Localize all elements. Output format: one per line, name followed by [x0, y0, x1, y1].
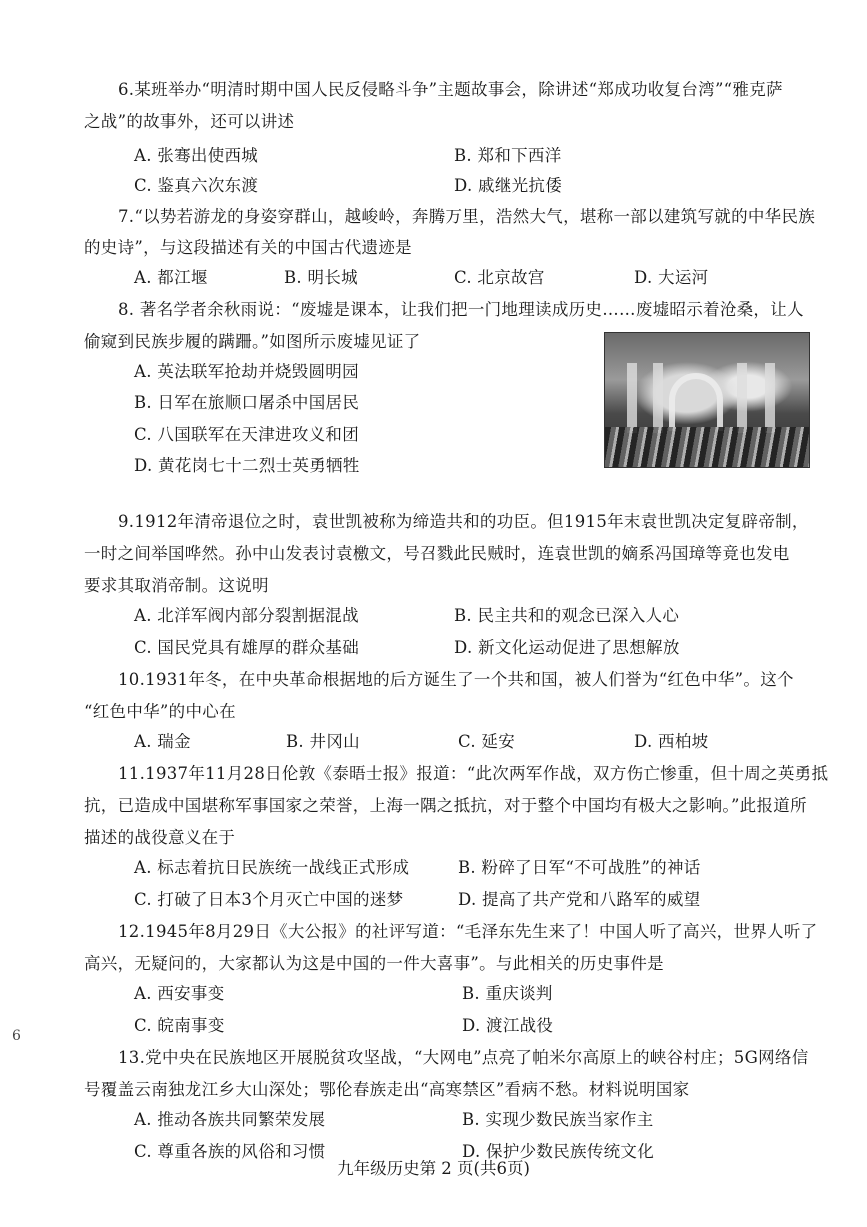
- q6-stem-line2: 之战”的故事外，还可以讲述: [84, 112, 295, 131]
- q8-option-d: D. 黄花岗七十二烈士英勇牺牲: [134, 456, 360, 475]
- q12-option-a: A. 西安事变: [134, 984, 225, 1003]
- q11-option-c: C. 打破了日本3个月灭亡中国的迷梦: [134, 890, 404, 909]
- q9-option-c: C. 国民党具有雄厚的群众基础: [134, 638, 360, 657]
- ruin-column: [627, 363, 637, 433]
- q12-stem-line2: 高兴，无疑问的，大家都认为这是中国的一件大喜事”。与此相关的历史事件是: [84, 954, 664, 973]
- q13-option-d: D. 保护少数民族传统文化: [462, 1142, 655, 1161]
- ruins-photo: [604, 332, 810, 468]
- q10-option-c: C. 延安: [458, 732, 516, 751]
- q7-option-b: B. 明长城: [284, 268, 358, 287]
- q9-stem-line1: 9.1912年清帝退位之时，袁世凯被称为缔造共和的功臣。但1915年末袁世凯决定复辟帝制，: [118, 512, 809, 531]
- q6-stem-line1: 6.某班举办“明清时期中国人民反侵略斗争”主题故事会，除讲述“郑成功收复台湾”“雅克萨: [118, 80, 783, 99]
- q11-option-d: D. 提高了共产党和八路军的威望: [458, 890, 701, 909]
- q8-stem-line2: 偷窥到民族步履的蹒跚。”如图所示废墟见证了: [84, 332, 421, 351]
- q13-option-b: B. 实现少数民族当家作主: [462, 1110, 654, 1129]
- ruin-column: [737, 363, 747, 433]
- q11-stem-line3: 描述的战役意义在于: [84, 828, 236, 847]
- q8-option-a: A. 英法联军抢劫并烧毁圆明园: [134, 362, 359, 381]
- q12-option-d: D. 渡江战役: [462, 1016, 554, 1035]
- q6-option-b: B. 郑和下西洋: [454, 146, 562, 165]
- q13-stem-line2: 号覆盖云南独龙江乡大山深处；鄂伦春族走出“高寒禁区”看病不愁。材料说明国家: [84, 1080, 690, 1099]
- q11-option-b: B. 粉碎了日军“不可战胜”的神话: [458, 858, 701, 877]
- q13-option-a: A. 推动各族共同繁荣发展: [134, 1110, 326, 1129]
- q7-stem-line2: 的史诗”，与这段描述有关的中国古代遗迹是: [84, 238, 412, 257]
- q9-stem-line3: 要求其取消帝制。这说明: [84, 576, 269, 595]
- q6-option-d: D. 戚继光抗倭: [454, 176, 563, 195]
- q12-option-c: C. 皖南事变: [134, 1016, 225, 1035]
- q10-stem-line1: 10.1931年冬，在中央革命根据地的后方诞生了一个共和国，被人们誉为“红色中华”。这个: [118, 670, 794, 689]
- ruin-column: [765, 363, 775, 433]
- q13-stem-line1: 13.党中央在民族地区开展脱贫攻坚战，“大网电”点亮了帕米尔高原上的峡谷村庄；5G网络信: [118, 1048, 809, 1067]
- q8-option-b: B. 日军在旅顺口屠杀中国居民: [134, 393, 360, 412]
- q9-option-d: D. 新文化运动促进了思想解放: [454, 638, 680, 657]
- q12-stem-line1: 12.1945年8月29日《大公报》的社评写道：“毛泽东先生来了！中国人听了高兴，世界人听了: [118, 922, 818, 941]
- q7-option-a: A. 都江堰: [134, 268, 208, 287]
- q10-stem-line2: “红色中华”的中心在: [84, 702, 236, 721]
- q7-option-d: D. 大运河: [634, 268, 709, 287]
- q6-option-c: C. 鉴真六次东渡: [134, 176, 259, 195]
- margin-mark: 6: [12, 1028, 21, 1044]
- q8-stem-line1: 8. 著名学者余秋雨说：“废墟是课本，让我们把一门地理读成历史……废墟昭示着沧桑，让人: [118, 300, 804, 319]
- ruin-column: [653, 363, 663, 433]
- q6-option-a: A. 张骞出使西城: [134, 146, 259, 165]
- q7-option-c: C. 北京故宫: [454, 268, 545, 287]
- q9-option-b: B. 民主共和的观念已深入人心: [454, 606, 680, 625]
- ruin-rubble: [605, 427, 809, 467]
- q13-option-c: C. 尊重各族的风俗和习惯: [134, 1142, 326, 1161]
- page-footer: 九年级历史第 2 页(共6页): [337, 1159, 530, 1178]
- q11-stem-line2: 抗，已造成中国堪称军事国家之荣誉，上海一隅之抵抗，对于整个中国均有极大之影响。”此报道所: [84, 796, 807, 815]
- q10-option-a: A. 瑞金: [134, 732, 191, 751]
- q10-option-b: B. 井冈山: [286, 732, 360, 751]
- q11-stem-line1: 11.1937年11月28日伦敦《泰晤士报》报道：“此次两军作战，双方伤亡惨重，但十周之英勇抵: [118, 764, 829, 783]
- q11-option-a: A. 标志着抗日民族统一战线正式形成: [134, 858, 410, 877]
- ruin-arch: [669, 373, 723, 431]
- q10-option-d: D. 西柏坡: [634, 732, 709, 751]
- q8-option-c: C. 八国联军在天津进攻义和团: [134, 425, 360, 444]
- q9-option-a: A. 北洋军阀内部分裂割据混战: [134, 606, 359, 625]
- q7-stem-line1: 7.“以势若游龙的身姿穿群山，越峻岭，奔腾万里，浩然大气，堪称一部以建筑写就的中华民族: [118, 207, 816, 226]
- q9-stem-line2: 一时之间举国哗然。孙中山发表讨袁檄文，号召戮此民贼时，连袁世凯的嫡系冯国璋等竟也发电: [84, 544, 790, 563]
- q12-option-b: B. 重庆谈判: [462, 984, 553, 1003]
